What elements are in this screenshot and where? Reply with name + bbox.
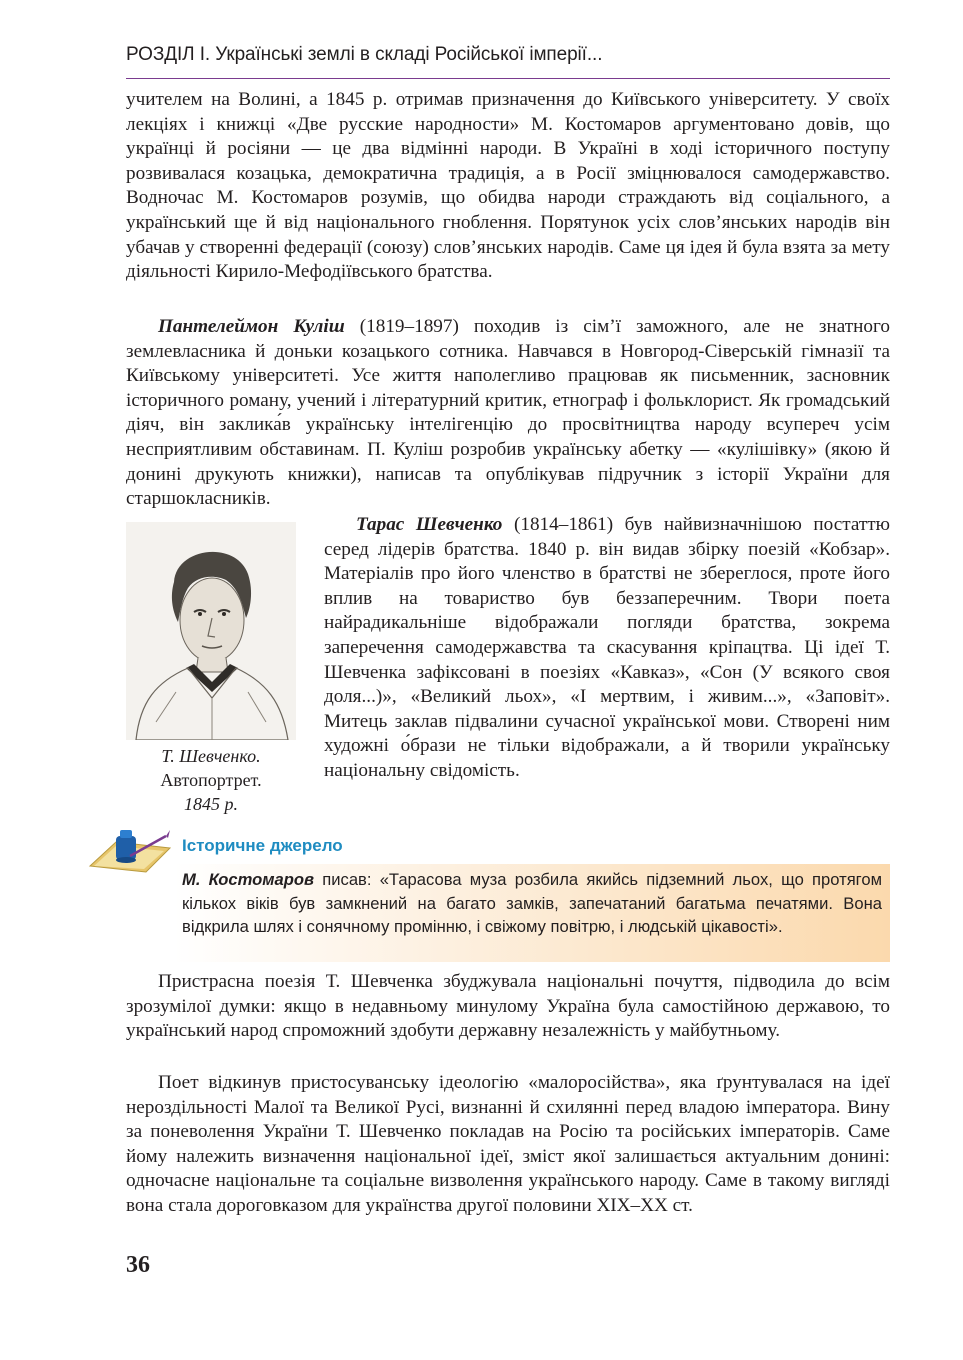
source-heading: Історичне джерело <box>182 836 343 855</box>
paragraph-poetry: Пристрасна поезія Т. Шевченка збуджувала національні почуття, підводила до всім зрозумілої думки: якщо в недавньому минулому Україна була самостійною державою, то український народ спроможний здобути державну незалежність у майбутньому. <box>126 971 890 1042</box>
paragraph-kulish <box>126 315 890 512</box>
shevchenko-portrait <box>126 522 296 740</box>
page-number: 36 <box>126 1252 150 1278</box>
kulish-text: (1819–1897) походив із сім’ї заможного, але не знатного землевласника й доньки козацького сотника. Навчався в Новгород-Сіверській гімназії та Київському університеті. Усе життя наполегливо працював як письменник, засновник історичного роману, учений і літературний критик, етнограф і фольклорист. Як громадський діяч, він заклика́в українську інтелігенцію до просвітництва народу всупереч усім несприятливим обставинам. П. Куліш розробив українську абетку — «кулішівку» (якою й донині друкують книжки), написав та опублікував підручник з історії України для старшокласників. <box>126 316 891 510</box>
source-author: М. Костомаров <box>182 870 315 889</box>
header-divider <box>126 78 890 79</box>
name-kulish: Пантелеймон Куліш <box>158 316 345 337</box>
caption-year: 1845 р. <box>184 794 238 814</box>
paragraph-kostomarov: учителем на Волині, а 1845 р. отримав призначення до Київського університету. У своїх лекціях і книжці «Две русские народности» М. Костомаров аргументовано довів, що українці й росіяни — це два відмінні народи. В Україні в ході історичного поступу розвивалася козацька, демократична традиція, а в Росії зміцнювалося самодержавство. Водночас М. Костомаров розумів, що обидва народи страждають від соціального, а український ще й від національного гноблення. Порятунок усіх слов’янських народів він убачав у створенні федерації (союзу) слов’янських народів. Саме ця ідея й була взята за мету діяльності Кирило-Мефодіївського братства. <box>126 89 890 283</box>
section-header: РОЗДІЛ І. Українські землі в складі Російської імперії... <box>126 44 603 65</box>
paragraph-ideology: Поет відкинув пристосуванську ідеологію «малоросійства», яка ґрунтувалася на ідеї нероздільності Малої та Великої Русі, визнанні й схилянні перед владою імператора. Вину за поневолення України Т. Шевченко покладав на Росію та російських імператорів. Саме йому належить визначення національної ідеї, зміст якої залишається актуальним донині: одночасне національне та соціальне визволення українського народу. Саме в такому вигляді вона стала дороговказом для українства другої половини XIX–XX ст. <box>126 1072 890 1216</box>
caption-name: Т. Шевченко. <box>161 746 261 766</box>
shevchenko-text: (1814–1861) був найвизначнішою постаттю серед лідерів братства. 1840 р. він видав збірку поезій «Кобзар». Матеріалів про його членство в братстві не збереглося, проте його вплив на товариство був беззаперечним. Твори поета найрадикальніше відображали погляди братства, зокрема заперечення самодержавства та скасування кріпацтва. Ці ідеї Т. Шевченка зафіксовані в поезіях «Кавказ», «Сон (У всякого своя доля...)», «Великий льох», «І мертвим, і живим...», «Заповіт». Митець заклав підвалини сучасної української мови. Створені ним художні о́брази не тільки відображали, а й творили українську національну свідомість. <box>324 514 890 781</box>
caption-title: Автопортрет. <box>160 770 262 790</box>
name-shevchenko: Тарас Шевченко <box>356 514 503 535</box>
source-quote <box>182 868 882 939</box>
paragraph-shevchenko <box>324 513 890 784</box>
source-quote-text: писав: «Тарасова муза розбила якийсь підземний льох, що протягом кількох віків був замкнений на багато замків, запечатаний багатьма печатями. Вона відкрила шлях і сонячному промінню, і свіжому повітрю, і людській цікавості». <box>182 870 882 937</box>
portrait-caption <box>126 744 296 816</box>
inkwell-quill-icon <box>86 826 172 874</box>
